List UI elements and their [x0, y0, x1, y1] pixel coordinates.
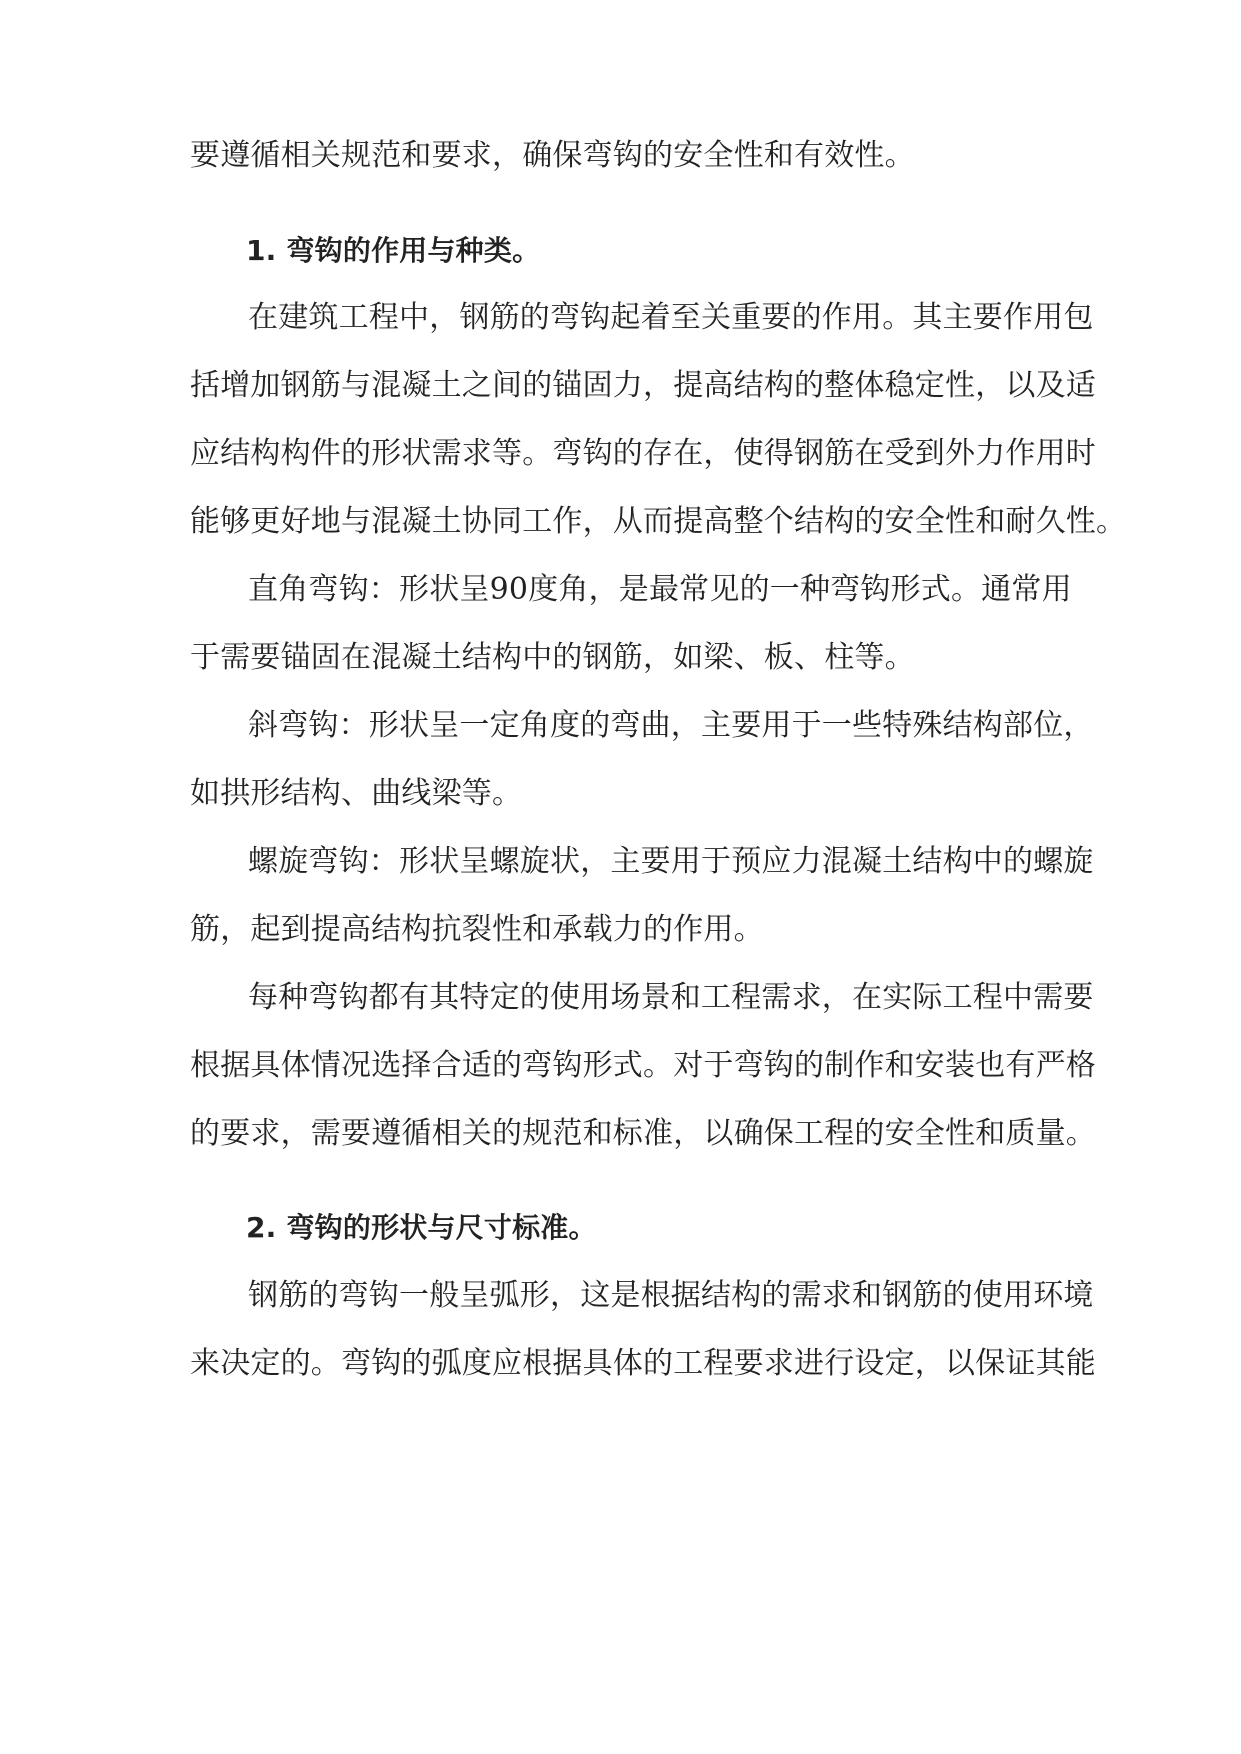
section-heading: 2. 弯钩的形状与尺寸标准。: [246, 1211, 597, 1244]
section-heading: 1. 弯钩的作用与种类。: [246, 234, 541, 267]
paragraph-line: 括增加钢筋与混凝土之间的锚固力，提高结构的整体稳定性，以及适: [190, 368, 1096, 403]
paragraph-line: 如拱形结构、曲线梁等。: [190, 776, 523, 811]
paragraph-line: 的要求，需要遵循相关的规范和标准，以确保工程的安全性和质量。: [190, 1116, 1096, 1151]
paragraph-line: 在建筑工程中，钢筋的弯钩起着至关重要的作用。其主要作用包: [248, 300, 1094, 335]
paragraph-line: 来决定的。弯钩的弧度应根据具体的工程要求进行设定，以保证其能: [190, 1346, 1096, 1381]
paragraph-line: 每种弯钩都有其特定的使用场景和工程需求，在实际工程中需要: [248, 980, 1094, 1015]
paragraph-line: 筋，起到提高结构抗裂性和承载力的作用。: [190, 912, 764, 947]
paragraph-line: 要遵循相关规范和要求，确保弯钩的安全性和有效性。: [190, 138, 915, 173]
paragraph-line: 直角弯钩：形状呈90度角，是最常见的一种弯钩形式。通常用: [248, 572, 1072, 607]
paragraph-line: 能够更好地与混凝土协同工作，从而提高整个结构的安全性和耐久性。: [190, 504, 1127, 539]
paragraph-line: 根据具体情况选择合适的弯钩形式。对于弯钩的制作和安装也有严格: [190, 1048, 1096, 1083]
paragraph-line: 应结构构件的形状需求等。弯钩的存在，使得钢筋在受到外力作用时: [190, 436, 1096, 471]
paragraph-line: 螺旋弯钩：形状呈螺旋状，主要用于预应力混凝土结构中的螺旋: [248, 844, 1094, 879]
paragraph-line: 于需要锚固在混凝土结构中的钢筋，如梁、板、柱等。: [190, 640, 915, 675]
paragraph-line: 钢筋的弯钩一般呈弧形，这是根据结构的需求和钢筋的使用环境: [248, 1278, 1094, 1313]
paragraph-line: 斜弯钩：形状呈一定角度的弯曲，主要用于一些特殊结构部位，: [248, 708, 1094, 743]
